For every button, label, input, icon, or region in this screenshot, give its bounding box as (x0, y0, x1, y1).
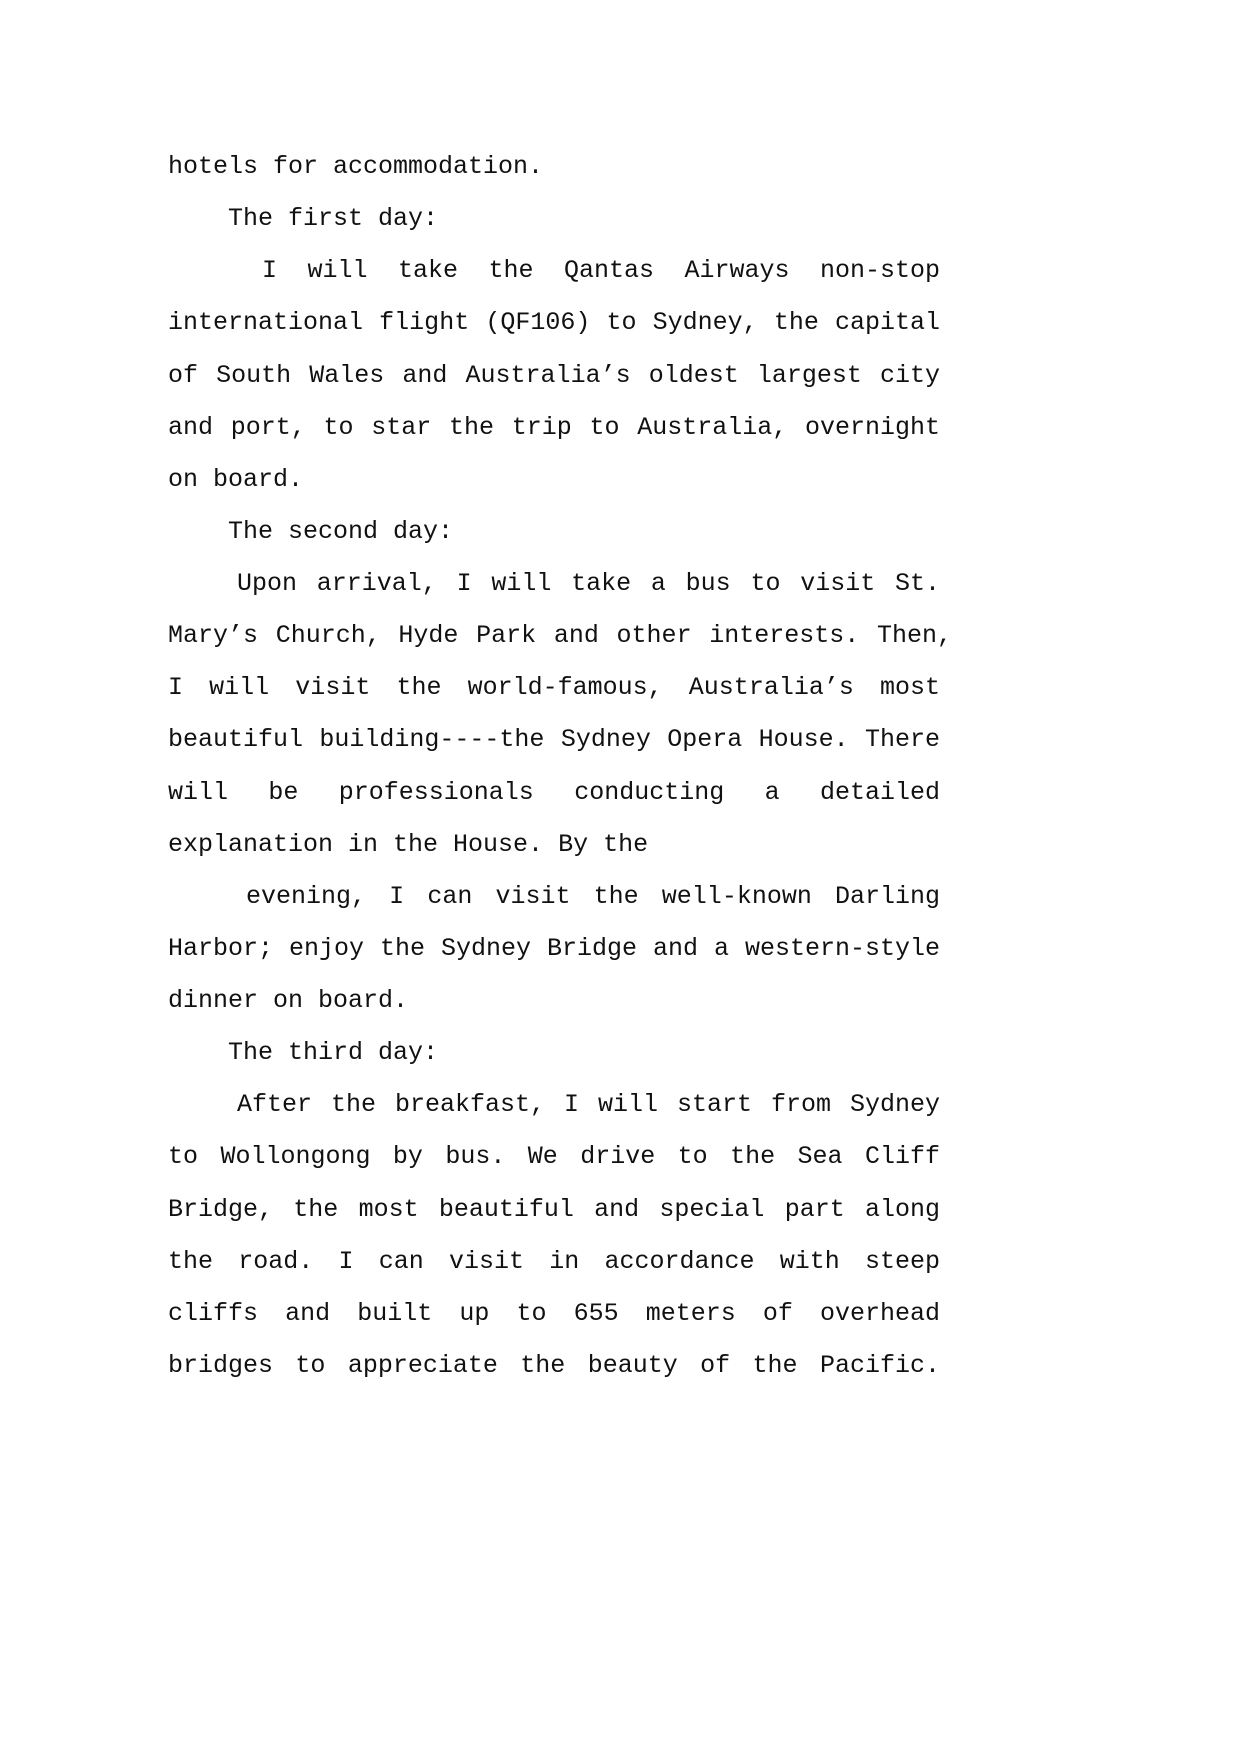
section-heading-first-day: The first day: (228, 204, 439, 234)
document-page (168, 141, 952, 1392)
text-line: cliffs and built up to 655 meters of overhead (168, 1298, 940, 1328)
text-line: Bridge, the most beautiful and special part along (168, 1194, 940, 1224)
text-line: bridges to appreciate the beauty of the Pacific. (168, 1350, 940, 1380)
text-line: on board. (168, 464, 304, 494)
section-heading-third-day: The third day: (228, 1038, 439, 1068)
text-line: After the breakfast, I will start from Sydney (237, 1090, 940, 1120)
text-line: I will take the Qantas Airways non-stop (262, 256, 940, 286)
text-line: to Wollongong by bus. We drive to the Sea Cliff (168, 1142, 940, 1172)
text-line: beautiful building----the Sydney Opera House. There (168, 725, 940, 755)
text-line: of South Wales and Australia’s oldest largest city (168, 360, 940, 390)
text-line: Mary’s Church, Hyde Park and other interests. Then, (168, 621, 952, 651)
text-line: Harbor; enjoy the Sydney Bridge and a western-style (168, 933, 940, 963)
text-line: I will visit the world-famous, Australia’s most (168, 673, 940, 703)
text-line: explanation in the House. By the (168, 829, 649, 859)
text-line: will be professionals conducting a detailed (168, 777, 940, 807)
text-line: the road. I can visit in accordance with steep (168, 1246, 940, 1276)
text-line: evening, I can visit the well-known Darling (246, 881, 940, 911)
text-line: hotels for accommodation. (168, 152, 544, 181)
text-line: dinner on board. (168, 986, 409, 1015)
section-heading-second-day: The second day: (228, 516, 454, 546)
text-line: and port, to star the trip to Australia, overnight (168, 412, 940, 442)
text-line: international flight (QF106) to Sydney, the capital (168, 308, 940, 338)
text-line: Upon arrival, I will take a bus to visit St. (237, 569, 940, 598)
